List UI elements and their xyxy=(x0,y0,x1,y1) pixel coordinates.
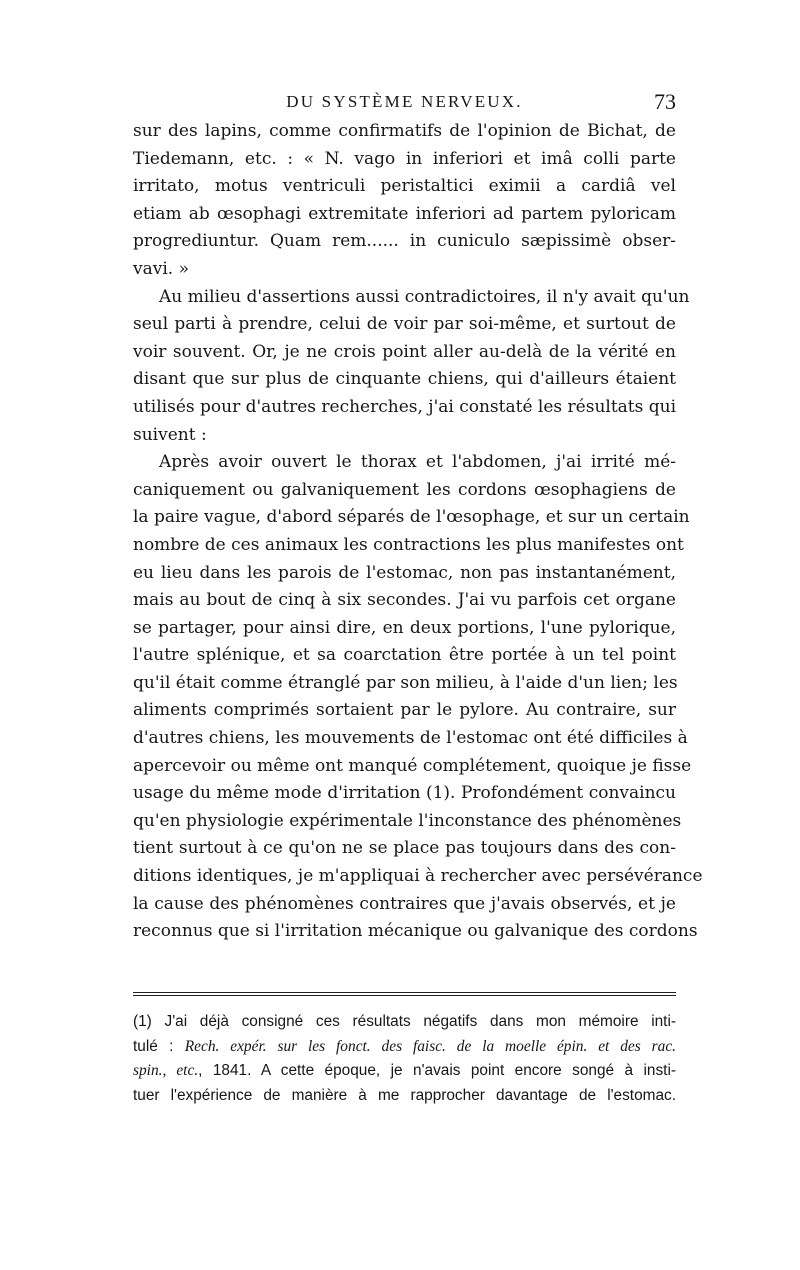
footnote-line: tuer l'expérience de manière à me rapprocher davantage de l'estomac. xyxy=(133,1086,676,1104)
text-line: suivent : xyxy=(133,424,207,445)
main-text xyxy=(133,118,703,946)
text-line: progrediuntur. Quam rem...... in cuniculo sæpissimè obser- xyxy=(133,231,676,252)
footnote-text: , 1841. A cette époque, je n'avais point encore songé à insti- xyxy=(198,1062,676,1080)
text-line: aliments comprimés sortaient par le pylore. Au contraire, sur xyxy=(133,700,676,721)
footnote-citation: spin., etc. xyxy=(133,1062,199,1080)
separator-line xyxy=(133,992,676,993)
text-line: se partager, pour ainsi dire, en deux portions, l'une pylorique, xyxy=(133,617,676,638)
footnote-line xyxy=(133,1035,676,1060)
text-line: nombre de ces animaux les contractions les plus manifestes ont xyxy=(133,534,684,555)
text-line: seul parti à prendre, celui de voir par soi-même, et surtout de xyxy=(133,314,676,335)
page-number: 73 xyxy=(654,89,676,114)
text-line: Tiedemann, etc. : « N. vago in inferiori et imâ colli parte xyxy=(133,148,676,169)
text-line: voir souvent. Or, je ne crois point aller au-delà de la vérité en xyxy=(133,341,676,362)
text-line: reconnus que si l'irritation mécanique ou galvanique des cordons xyxy=(133,921,698,942)
text-line: qu'il était comme étranglé par son milieu, à l'aide d'un lien; les xyxy=(133,672,678,693)
text-line: ditions identiques, je m'appliquai à rechercher avec persévérance xyxy=(133,866,703,887)
footnote-line: (1) J'ai déjà consigné ces résultats négatifs dans mon mémoire inti- xyxy=(133,1013,676,1030)
text-line: Après avoir ouvert le thorax et l'abdomen, j'ai irrité mé- xyxy=(159,452,676,473)
footnote xyxy=(133,1010,676,1108)
footnote-citation: Rech. expér. sur les fonct. des faisc. de la moelle épin. et des rac. xyxy=(184,1037,676,1055)
text-line: qu'en physiologie expérimentale l'inconstance des phénomènes xyxy=(133,810,682,831)
text-line: caniquement ou galvaniquement les cordons œsophagiens de xyxy=(133,479,676,500)
footnote-text: tulé : xyxy=(133,1037,185,1055)
separator-line xyxy=(133,995,676,996)
footnote-separator xyxy=(133,992,676,996)
running-header xyxy=(133,89,676,116)
text-line: eu lieu dans les parois de l'estomac, non pas instantanément, xyxy=(133,562,676,583)
text-line: disant que sur plus de cinquante chiens, qui d'ailleurs étaient xyxy=(133,369,676,390)
text-line: mais au bout de cinq à six secondes. J'ai vu parfois cet organe xyxy=(133,590,676,611)
text-line: sur des lapins, comme confirmatifs de l'opinion de Bichat, de xyxy=(133,121,676,141)
text-line: apercevoir ou même ont manqué complétement, quoique je fisse xyxy=(133,755,692,776)
text-line: etiam ab œsophagi extremitate inferiori ad partem pyloricam xyxy=(133,203,676,224)
text-line: la cause des phénomènes contraires que j'avais observés, et je xyxy=(133,893,676,914)
running-title: DU SYSTÈME NERVEUX. xyxy=(286,92,523,111)
footnote-line xyxy=(133,1059,676,1084)
text-line: Au milieu d'assertions aussi contradictoires, il n'y avait qu'un xyxy=(159,286,690,307)
text-line: la paire vague, d'abord séparés de l'œsophage, et sur un certain xyxy=(133,507,690,528)
text-line: l'autre splénique, et sa coarctation être portée à un tel point xyxy=(133,645,676,666)
text-line: d'autres chiens, les mouvements de l'estomac ont été difficiles à xyxy=(133,728,688,749)
text-line: utilisés pour d'autres recherches, j'ai constaté les résultats qui xyxy=(133,396,677,417)
text-line: irritato, motus ventriculi peristaltici eximii a cardiâ vel xyxy=(133,176,676,197)
text-line: vavi. » xyxy=(133,258,189,279)
text-line: usage du même mode d'irritation (1). Profondément convaincu xyxy=(133,783,676,804)
text-line: tient surtout à ce qu'on ne se place pas toujours dans des con- xyxy=(133,838,676,859)
